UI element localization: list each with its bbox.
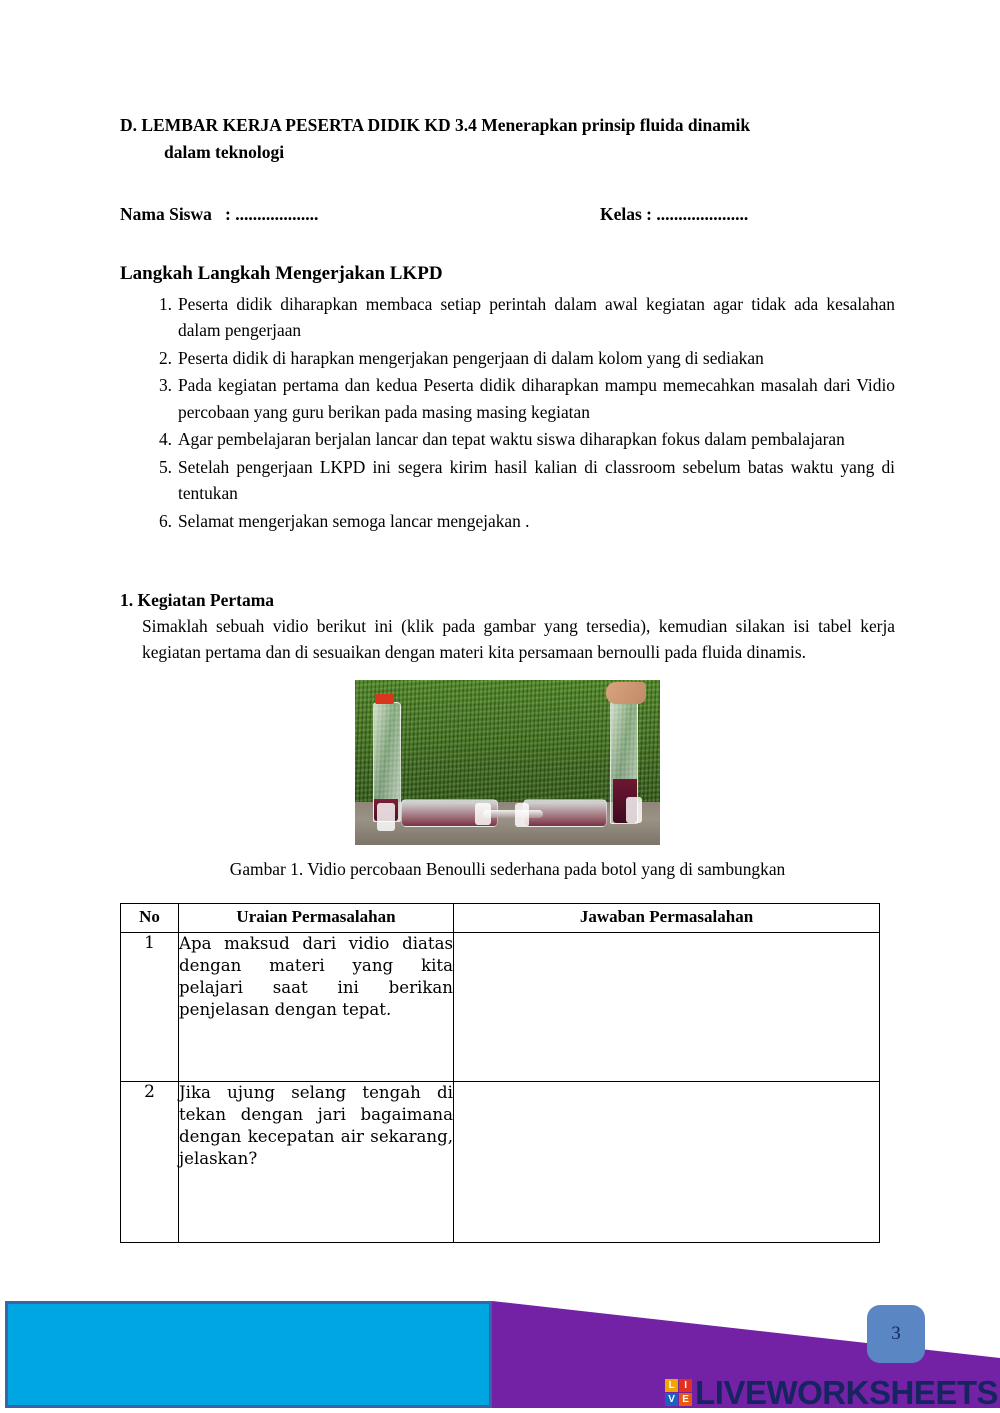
page-title [120, 112, 895, 166]
figure-caption: Gambar 1. Vidio percobaan Benoulli sederhana pada botol yang di sambungkan [229, 858, 786, 879]
steps-list [120, 291, 895, 534]
footer-cyan-panel [5, 1301, 492, 1408]
table-row [121, 1082, 880, 1243]
tape-wrap [377, 803, 395, 831]
connecting-hose [483, 810, 543, 818]
student-info-row [120, 204, 895, 228]
hand [606, 682, 646, 704]
bottle-cap-icon [375, 694, 394, 704]
table-header-row [121, 904, 880, 933]
live-tiles-icon [665, 1379, 692, 1406]
page-number-badge: 3 [867, 1305, 925, 1363]
page-footer [0, 1296, 1000, 1413]
list-item: Selamat mengerjakan semoga lancar mengejakan . [178, 510, 530, 531]
answer-input-2[interactable] [454, 1082, 880, 1243]
brand-wordmark: LIVEWORKSHEETS [695, 1374, 998, 1411]
question-text: Jika ujung selang tengah di tekan dengan jari bagaimana dengan kecepatan air sekarang, jelaskan? [179, 1082, 454, 1243]
tape-wrap [515, 803, 529, 827]
tile-e: E [679, 1393, 692, 1406]
document-content [120, 112, 895, 1243]
table-header-uraian: Uraian Permasalahan [179, 904, 454, 933]
table-header-no: No [121, 904, 179, 933]
figure-wrapper [120, 680, 895, 845]
row-number: 2 [121, 1082, 179, 1243]
list-item: Pada kegiatan pertama dan kedua Peserta didik diharapkan mampu memecahkan masalah dari Vidio percobaan yang guru berikan pada masing masing kegiatan [178, 375, 895, 422]
liveworksheets-logo[interactable] [665, 1376, 998, 1409]
tile-i: I [679, 1379, 692, 1392]
tile-l: L [665, 1379, 678, 1392]
kegiatan-body: Simaklah sebuah vidio berikut ini (klik pada gambar yang tersedia), kemudian silakan isi tabel kerja kegiatan pertama dan di sesuaikan dengan materi kita persamaan bernoulli pada fluida dinamis. [142, 616, 895, 663]
worksheet-table [120, 903, 880, 1243]
list-item: Agar pembelajaran berjalan lancar dan tepat waktu siswa diharapkan fokus dalam pembalajaran [178, 429, 845, 450]
tile-v: V [665, 1393, 678, 1406]
list-item: Peserta didik diharapkan membaca setiap perintah dalam awal kegiatan agar tidak ada kesalahan dalam pengerjaan [178, 293, 895, 341]
table-row [121, 933, 880, 1082]
list-item: Setelah pengerjaan LKPD ini segera kirim hasil kalian di classroom sebelum batas waktu yang di tentukan [178, 456, 895, 504]
tape-wrap [475, 803, 491, 825]
page-title-tail: dalam teknologi [164, 142, 285, 163]
table-header-jawaban: Jawaban Permasalahan [454, 904, 880, 933]
question-text: Apa maksud dari vidio diatas dengan materi yang kita pelajari saat ini berikan penjelasan dengan tepat. [179, 933, 454, 1082]
nama-siswa-field[interactable]: Nama Siswa : ................... [120, 204, 319, 225]
list-item: Peserta didik di harapkan mengerjakan pengerjaan di dalam kolom yang di sediakan [178, 347, 764, 368]
answer-input-1[interactable] [454, 933, 880, 1082]
kelas-field[interactable]: Kelas : ..................... [600, 204, 749, 225]
bernoulli-experiment-photo[interactable] [355, 680, 660, 845]
row-number: 1 [121, 933, 179, 1082]
steps-heading: Langkah Langkah Mengerjakan LKPD [120, 263, 443, 285]
tape-wrap [626, 797, 642, 823]
kegiatan-heading: 1. Kegiatan Pertama [120, 590, 275, 611]
page-title-main: D. LEMBAR KERJA PESERTA DIDIK KD 3.4 Menerapkan prinsip fluida dinamik [120, 115, 751, 135]
